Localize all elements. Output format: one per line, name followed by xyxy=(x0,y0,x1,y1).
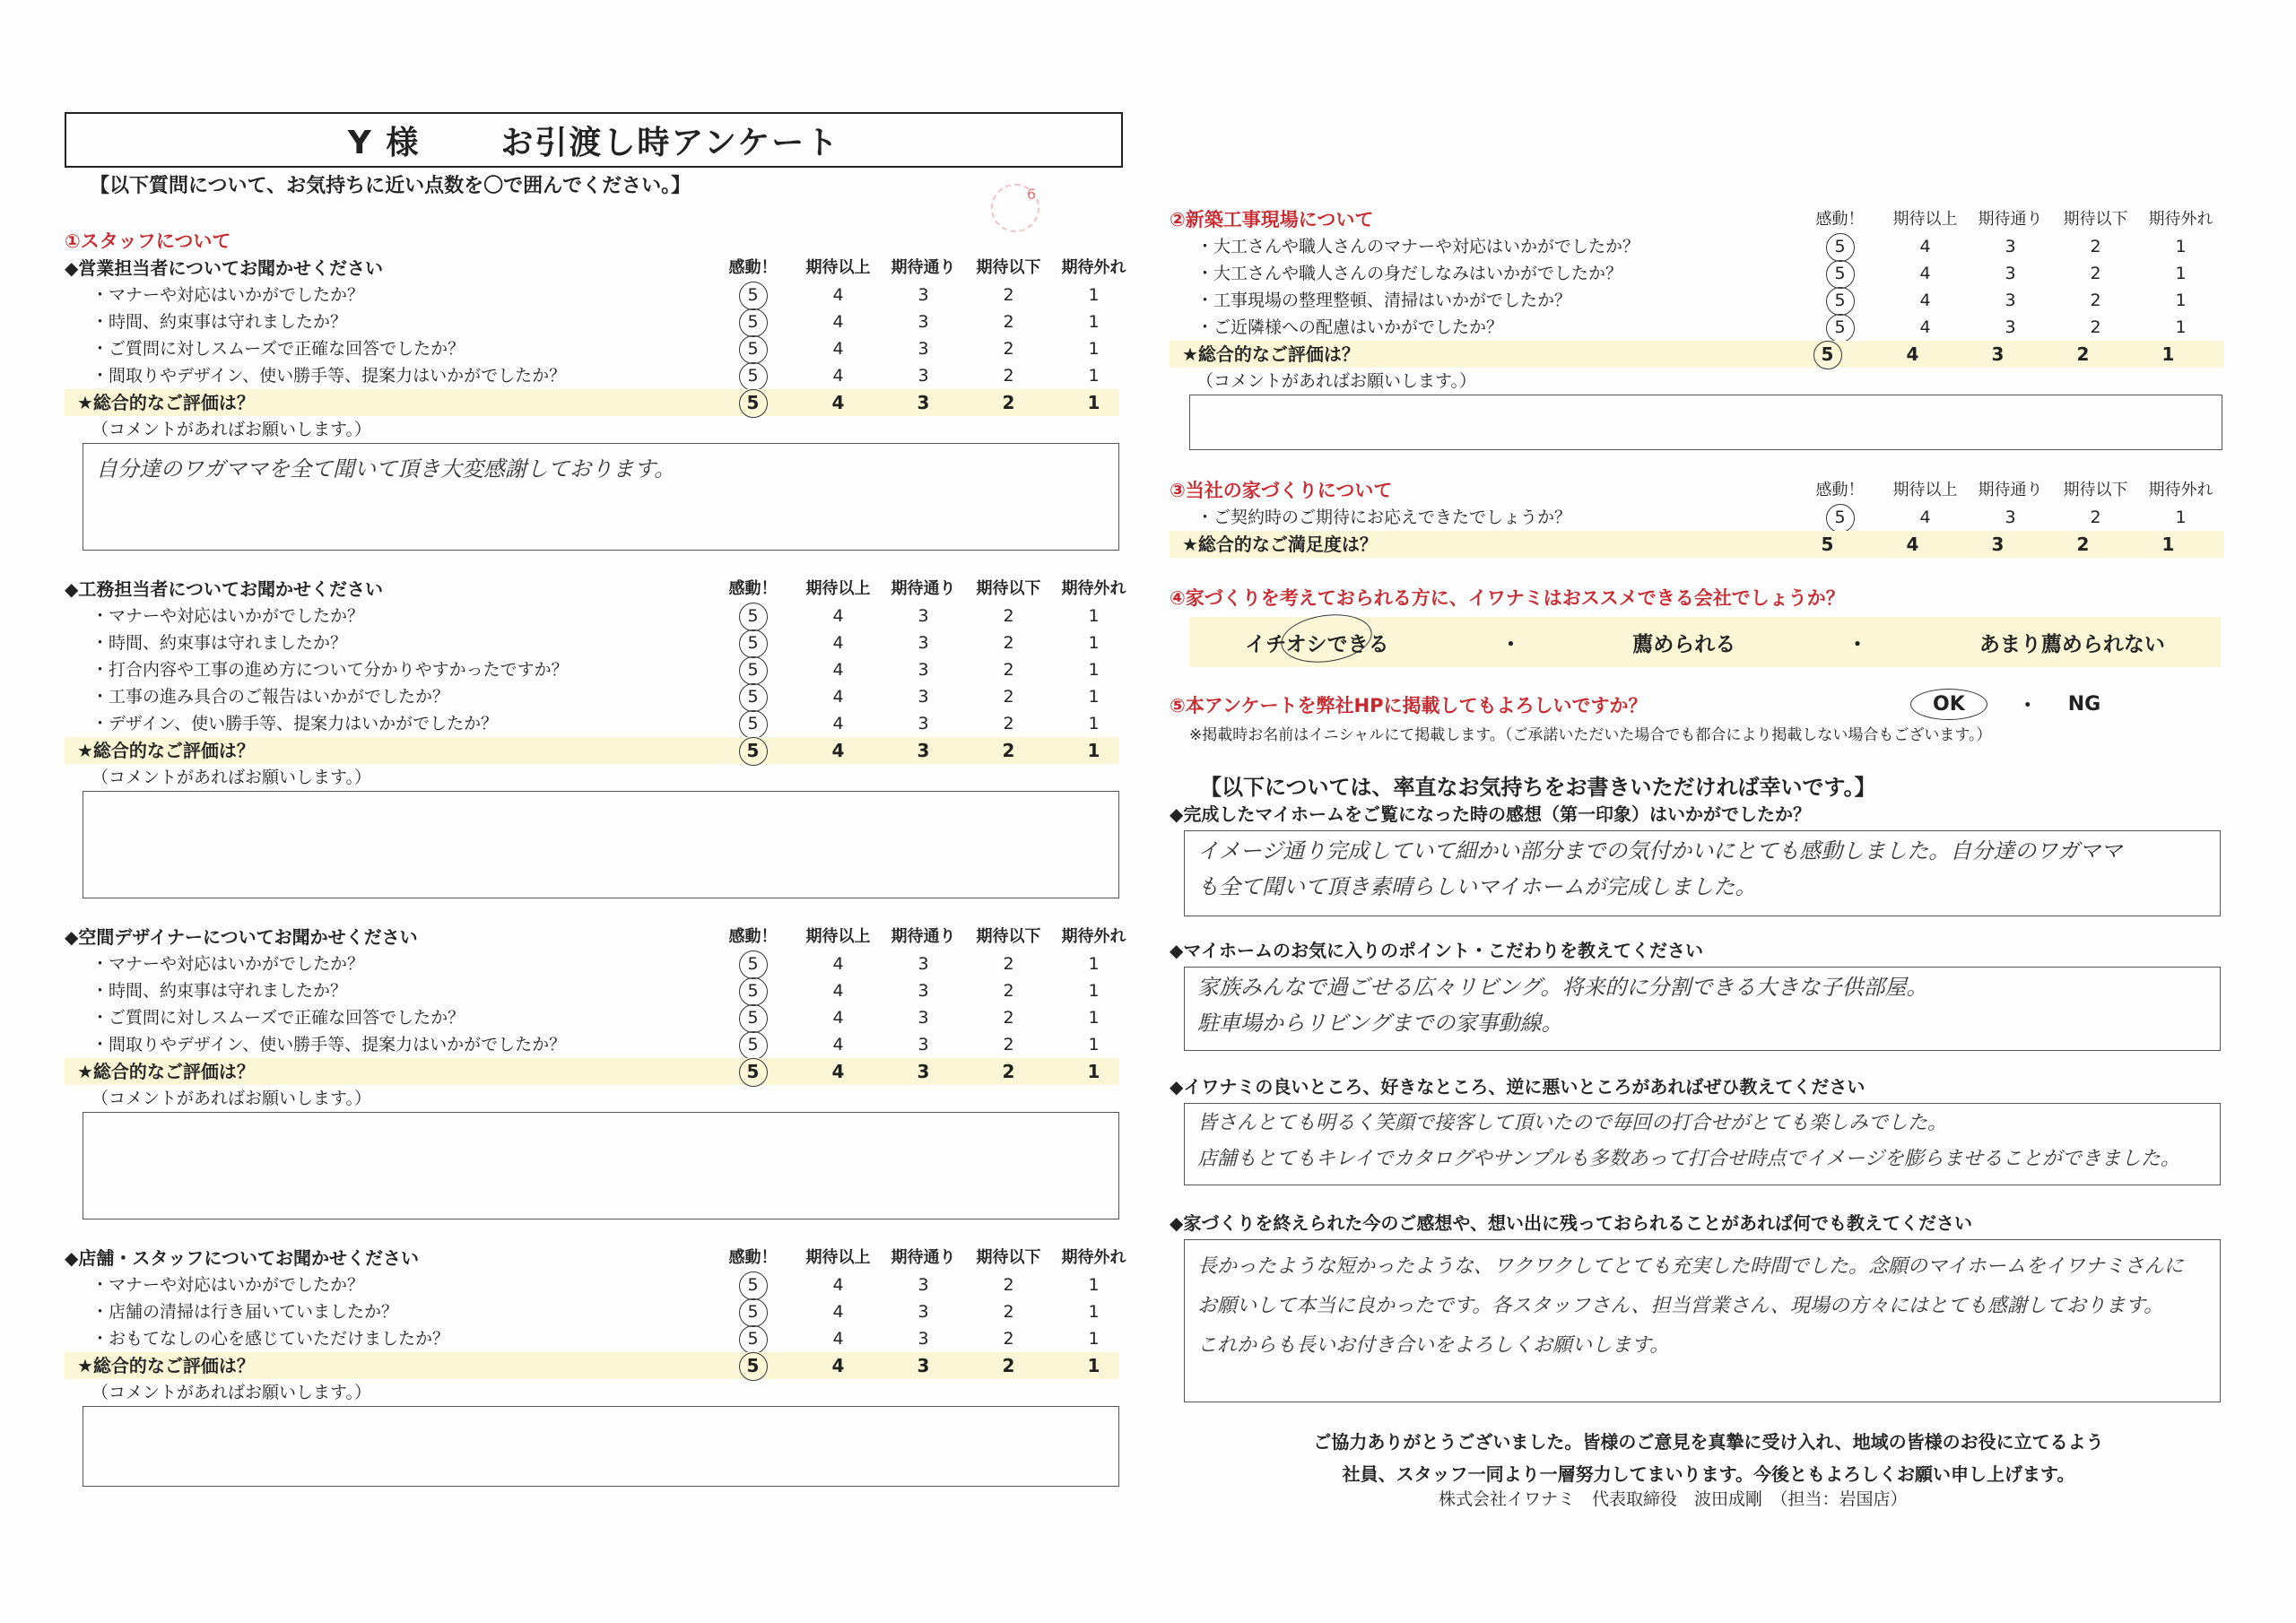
rating-4[interactable]: 4 xyxy=(832,660,844,680)
question-row xyxy=(1170,314,2224,341)
rating-5-circled[interactable]: 5 xyxy=(710,629,796,656)
question-text: ・ご質問に対しスムーズで正確な回答でしたか？ xyxy=(91,1008,465,1028)
rating-3[interactable]: 3 xyxy=(1991,343,2005,365)
site-comment-box[interactable] xyxy=(1189,395,2222,450)
rating-4[interactable]: 4 xyxy=(1906,343,1919,365)
rating-1[interactable]: 1 xyxy=(2175,237,2187,256)
rating-4[interactable]: 4 xyxy=(1919,237,1931,256)
publish-note: ※掲載時お名前はイニシャルにて掲載します。（ご承諾いただいた場合でも都合により掲載しない場合もございます。） xyxy=(1189,726,1992,744)
scale-label: 期待以下 xyxy=(976,1248,1041,1267)
answer-line: お願いして本当に良かったです。各スタッフさん、担当営業さん、現場の方々にはとても感謝しております。 xyxy=(1197,1295,2164,1317)
recommend-options xyxy=(1189,617,2221,667)
total-label: ★総合的なご評価は？ xyxy=(77,1355,255,1376)
rating-2[interactable]: 2 xyxy=(1003,981,1014,1001)
free-section-heading: 【以下については、率直なお気持ちをお書きいただければ幸いです。】 xyxy=(1200,775,1876,800)
scale-label: 期待以下 xyxy=(976,258,1041,277)
rating-1[interactable]: 1 xyxy=(1088,312,1100,332)
ng-option[interactable]: NG xyxy=(2067,693,2101,716)
rating-2[interactable]: 2 xyxy=(1003,1302,1014,1322)
total-label: ★総合的なご満足度は？ xyxy=(1182,534,1378,555)
rating-4[interactable]: 4 xyxy=(832,285,844,305)
rating-4[interactable]: 4 xyxy=(832,687,844,707)
question-text: ・マナーや対応はいかがでしたか？ xyxy=(91,285,365,305)
rating-4[interactable]: 4 xyxy=(1919,291,1931,310)
construction-heading-row xyxy=(65,576,1126,603)
rating-5-circled[interactable]: 5 xyxy=(710,710,796,737)
question-text: ・時間、約束事は守れましたか？ xyxy=(91,312,348,332)
rating-5-circled[interactable]: 5 xyxy=(710,335,796,362)
first-impression-answer[interactable] xyxy=(1184,830,2221,916)
question-row xyxy=(65,656,1119,683)
rating-3[interactable]: 3 xyxy=(917,392,930,413)
total-row xyxy=(65,1058,1119,1085)
scale-label: 期待以下 xyxy=(2063,210,2128,229)
rating-3[interactable]: 3 xyxy=(918,1302,929,1322)
rating-3[interactable]: 3 xyxy=(2005,291,2016,310)
scale-label: 期待外れ xyxy=(1061,579,1126,598)
scale-label: 期待通り xyxy=(891,579,956,598)
rating-1[interactable]: 1 xyxy=(2161,534,2175,555)
question-row xyxy=(1170,287,2224,314)
question-text: ・ご契約時のご期待にお応えできたでしょうか？ xyxy=(1196,508,1572,527)
rating-3[interactable]: 3 xyxy=(2005,237,2016,256)
question-text: ・マナーや対応はいかがでしたか？ xyxy=(91,606,365,626)
rating-2[interactable]: 2 xyxy=(2090,237,2101,256)
question-text: ・大工さんや職人さんの身だしなみはいかがでしたか？ xyxy=(1196,264,1623,283)
total-row xyxy=(65,389,1119,416)
option-separator: ・ xyxy=(1847,632,1868,656)
scale-label: 感動！ xyxy=(1815,210,1865,229)
rating-1[interactable]: 1 xyxy=(1087,740,1100,761)
rating-5-circled[interactable]: 5 xyxy=(710,603,796,629)
rating-5-circled[interactable]: 5 xyxy=(1797,287,1883,314)
answer-line: 店舗もとてもキレイでカタログやサンプルも多数あって打合せ時点でイメージを膨らませることができました。 xyxy=(1197,1148,2180,1170)
rating-1[interactable]: 1 xyxy=(1088,660,1100,680)
rating-3[interactable]: 3 xyxy=(918,660,929,680)
rating-1[interactable]: 1 xyxy=(1088,1329,1100,1349)
answer-line: 皆さんとても明るく笑顔で接客して頂いたので毎回の打合せがとても楽しみでした。 xyxy=(1197,1112,1948,1134)
sales-comment-box[interactable]: 自分達のワガママを全て聞いて頂き大変感謝しております。 xyxy=(83,443,1119,551)
question-row xyxy=(65,1298,1119,1325)
store-heading: ◆店舗・スタッフについてお聞かせください xyxy=(65,1247,419,1269)
rating-5-circled[interactable]: 5 xyxy=(710,362,796,389)
closing-line: ご協力ありがとうございました。皆様のご意見を真摯に受け入れ、地域の皆様のお役に立てるよう xyxy=(1313,1431,2104,1453)
question-row xyxy=(65,362,1119,389)
rating-4[interactable]: 4 xyxy=(832,312,844,332)
scale-label: 期待以上 xyxy=(805,927,871,946)
rating-3[interactable]: 3 xyxy=(918,981,929,1001)
option-separator: ・ xyxy=(2017,695,2038,717)
survey-title xyxy=(65,112,1123,168)
section-house-building xyxy=(1170,477,2224,558)
rating-3[interactable]: 3 xyxy=(918,687,929,707)
scale-label: 期待通り xyxy=(1978,210,2043,229)
rating-1[interactable]: 1 xyxy=(2161,343,2175,365)
question-text: ・ご近隣様への配慮はいかがでしたか？ xyxy=(1196,317,1504,337)
question-row xyxy=(65,1271,1119,1298)
rating-5-circled[interactable]: 5 xyxy=(1797,504,1883,531)
scale-label: 期待外れ xyxy=(1061,258,1126,277)
rating-2[interactable]: 2 xyxy=(2090,291,2101,310)
question-text: ・工事の進み具合のご報告はいかがでしたか？ xyxy=(91,687,450,707)
question-text: ・打合内容や工事の進め方について分かりやすかったですか？ xyxy=(91,660,569,680)
section4-title: ④家づくりを考えておられる方に、イワナミはおススメできる会社でしょうか？ xyxy=(1170,587,1845,609)
rating-2[interactable]: 2 xyxy=(1002,1355,1015,1376)
rating-5-circled[interactable]: 5 xyxy=(710,1031,796,1058)
rating-4[interactable]: 4 xyxy=(832,1035,844,1055)
answer-line: 長かったような短かったような、ワクワクしてとても充実した時間でした。念願のマイホームをイワナミさんに xyxy=(1197,1255,2184,1278)
section2-heading-row xyxy=(1170,206,2224,233)
rating-2[interactable]: 2 xyxy=(1003,339,1014,359)
question-row xyxy=(65,603,1119,629)
sales-heading: ◆営業担当者についてお聞かせください xyxy=(65,257,383,279)
rating-1[interactable]: 1 xyxy=(1088,606,1100,626)
question-text: ・工事現場の整理整頓、清掃はいかがでしたか？ xyxy=(1196,291,1572,310)
rating-1[interactable]: 1 xyxy=(1088,1302,1100,1322)
question-row xyxy=(65,1031,1119,1058)
scale-label: 感動！ xyxy=(728,258,778,277)
scale-label: 期待以上 xyxy=(805,1248,871,1267)
question-row xyxy=(65,629,1119,656)
section-construction-site xyxy=(1170,206,2224,450)
section5-title: ⑤本アンケートを弊社HPに掲載してもよろしいですか？ xyxy=(1170,695,1648,716)
scale-label: 期待以上 xyxy=(805,258,871,277)
rating-5-circled[interactable]: 5 xyxy=(710,1058,796,1085)
rating-4[interactable]: 4 xyxy=(1919,317,1931,337)
rating-2[interactable]: 2 xyxy=(1002,1061,1015,1082)
question-text: ・大工さんや職人さんのマナーや対応はいかがでしたか？ xyxy=(1196,237,1640,256)
rating-5-circled[interactable]: 5 xyxy=(710,1298,796,1325)
rating-4[interactable]: 4 xyxy=(832,339,844,359)
closing-line: 社員、スタッフ一同より一層努力してまいります。今後ともよろしくお願い申し上げます。 xyxy=(1342,1463,2075,1485)
scale-label: 期待以下 xyxy=(976,927,1041,946)
scale-label: 期待通り xyxy=(891,1248,956,1267)
question-row xyxy=(65,977,1119,1004)
rating-2[interactable]: 2 xyxy=(1003,606,1014,626)
section-staff xyxy=(65,228,1126,1487)
rating-1[interactable]: 1 xyxy=(2175,264,2187,283)
answer-line: 家族みんなで過ごせる広々リビング。将来的に分割できる大きな子供部屋。 xyxy=(1197,975,1928,1000)
rating-2[interactable]: 2 xyxy=(2090,508,2101,527)
rating-2[interactable]: 2 xyxy=(1003,285,1014,305)
rating-5-circled[interactable]: 5 xyxy=(710,1271,796,1298)
rating-1[interactable]: 1 xyxy=(2175,291,2187,310)
rating-4[interactable]: 4 xyxy=(831,740,845,761)
rating-3[interactable]: 3 xyxy=(918,366,929,386)
rating-2[interactable]: 2 xyxy=(1003,714,1014,733)
rating-1[interactable]: 1 xyxy=(1087,1061,1100,1082)
rating-2[interactable]: 2 xyxy=(1003,366,1014,386)
rating-5-circled[interactable]: 5 xyxy=(1785,341,1870,368)
customer-name: Y 様 xyxy=(347,124,421,161)
impressions-question: ◆家づくりを終えられた今のご感想や、想い出に残っておられることがあれば何でも教えてください xyxy=(1170,1212,1972,1234)
total-label: ★総合的なご評価は？ xyxy=(1182,343,1360,365)
total-row xyxy=(1170,531,2224,558)
rating-4[interactable]: 4 xyxy=(832,981,844,1001)
rating-3[interactable]: 3 xyxy=(918,606,929,626)
question-row xyxy=(65,1004,1119,1031)
store-comment-box[interactable] xyxy=(83,1406,1119,1487)
rating-4[interactable]: 4 xyxy=(832,1329,844,1349)
rating-1[interactable]: 1 xyxy=(1088,339,1100,359)
comment-prompt: （コメントがあればお願いします。） xyxy=(91,1089,371,1108)
question-text: ・間取りやデザイン、使い勝手等、提案力はいかがでしたか？ xyxy=(91,1035,567,1055)
good-bad-question: ◆イワナミの良いところ、好きなところ、逆に悪いところがあればぜひ教えてください xyxy=(1170,1076,1866,1098)
question-row xyxy=(65,950,1119,977)
total-label: ★総合的なご評価は？ xyxy=(77,1061,255,1082)
scale-label: 期待外れ xyxy=(2148,481,2213,499)
rating-5-circled[interactable]: 5 xyxy=(710,282,796,308)
impressions-answer[interactable] xyxy=(1184,1239,2221,1402)
rating-3[interactable]: 3 xyxy=(917,740,930,761)
rating-1[interactable]: 1 xyxy=(1088,633,1100,653)
scale-label: 期待以下 xyxy=(976,579,1041,598)
scale-label: 期待通り xyxy=(891,258,956,277)
rating-2[interactable]: 2 xyxy=(1003,1008,1014,1028)
scale-label: 期待外れ xyxy=(2148,210,2213,229)
favorite-points-question: ◆マイホームのお気に入りのポイント・こだわりを教えてください xyxy=(1170,940,1703,961)
option-recommend[interactable]: 薦められる xyxy=(1632,632,1736,656)
question-text: ・時間、約束事は守れましたか？ xyxy=(91,981,348,1001)
rating-1[interactable]: 1 xyxy=(1088,366,1100,386)
faint-stamp: 6 xyxy=(991,184,1039,232)
designer-heading-row xyxy=(65,924,1126,950)
rating-4[interactable]: 4 xyxy=(832,714,844,733)
option-not-recommend[interactable]: あまり薦められない xyxy=(1979,632,2165,656)
rating-3[interactable]: 3 xyxy=(918,954,929,974)
survey-title-text: お引渡し時アンケート xyxy=(500,124,840,161)
section-title: ②新築工事現場について xyxy=(1170,209,1374,230)
question-row xyxy=(65,282,1119,308)
rating-1[interactable]: 1 xyxy=(1088,285,1100,305)
rating-4[interactable]: 4 xyxy=(1906,534,1919,555)
first-impression-question: ◆完成したマイホームをご覧になった時の感想（第一印象）はいかがでしたか？ xyxy=(1170,803,1811,825)
scale-label: 感動！ xyxy=(728,927,778,946)
rating-2[interactable]: 2 xyxy=(1003,312,1014,332)
total-row xyxy=(1170,341,2224,368)
construction-heading: ◆工務担当者についてお聞かせください xyxy=(65,578,383,600)
rating-5-circled[interactable]: 5 xyxy=(1797,260,1883,287)
rating-5-circled[interactable]: 5 xyxy=(710,950,796,977)
rating-1[interactable]: 1 xyxy=(1088,1008,1100,1028)
question-text: ・マナーや対応はいかがでしたか？ xyxy=(91,954,365,974)
rating-1[interactable]: 1 xyxy=(1088,954,1100,974)
total-label: ★総合的なご評価は？ xyxy=(77,392,255,413)
rating-5-circled[interactable]: 5 xyxy=(710,977,796,1004)
rating-2[interactable]: 2 xyxy=(2076,534,2090,555)
scale-label: 期待外れ xyxy=(1061,927,1126,946)
rating-1[interactable]: 1 xyxy=(1088,981,1100,1001)
designer-comment-box[interactable] xyxy=(83,1112,1119,1219)
scale-label: 期待通り xyxy=(891,927,956,946)
scale-label: 期待以上 xyxy=(805,579,871,598)
rating-4[interactable]: 4 xyxy=(832,1275,844,1295)
rating-3[interactable]: 3 xyxy=(917,1355,930,1376)
question-row xyxy=(1170,233,2224,260)
rating-4[interactable]: 4 xyxy=(832,606,844,626)
rating-2[interactable]: 2 xyxy=(2090,264,2101,283)
signature: 株式会社イワナミ 代表取締役 波田成剛 （担当：岩国店） xyxy=(1439,1489,1908,1509)
question-row xyxy=(1170,504,2224,531)
rating-1[interactable]: 1 xyxy=(1087,392,1100,413)
rating-3[interactable]: 3 xyxy=(918,285,929,305)
comment-prompt: （コメントがあればお願いします。） xyxy=(91,768,371,787)
question-text: ・デザイン、使い勝手等、提案力はいかがでしたか？ xyxy=(91,714,499,733)
scale-label: 期待以上 xyxy=(1892,481,1958,499)
rating-2[interactable]: 2 xyxy=(1003,633,1014,653)
rating-3[interactable]: 3 xyxy=(918,714,929,733)
scale-label: 感動！ xyxy=(728,579,778,598)
question-text: ・ご質問に対しスムーズで正確な回答でしたか？ xyxy=(91,339,465,359)
rating-4[interactable]: 4 xyxy=(831,392,845,413)
rating-4[interactable]: 4 xyxy=(831,1355,845,1376)
scale-label: 期待外れ xyxy=(1061,1248,1126,1267)
rating-3[interactable]: 3 xyxy=(2005,508,2016,527)
rating-1[interactable]: 1 xyxy=(1088,687,1100,707)
total-row xyxy=(65,1352,1119,1379)
comment-prompt: （コメントがあればお願いします。） xyxy=(91,1383,371,1402)
rating-1[interactable]: 1 xyxy=(1088,1275,1100,1295)
rating-1[interactable]: 1 xyxy=(1087,1355,1100,1376)
publish-options xyxy=(1910,689,2100,720)
total-row xyxy=(65,737,1119,764)
good-bad-answer[interactable] xyxy=(1184,1103,2221,1185)
rating-3[interactable]: 3 xyxy=(918,1329,929,1349)
question-row xyxy=(65,710,1119,737)
rating-3[interactable]: 3 xyxy=(2005,264,2016,283)
section-title: ①スタッフについて xyxy=(65,230,231,252)
question-text: ・時間、約束事は守れましたか？ xyxy=(91,633,348,653)
rating-4[interactable]: 4 xyxy=(832,366,844,386)
question-row xyxy=(65,683,1119,710)
rating-3[interactable]: 3 xyxy=(917,1061,930,1082)
rating-5-circled[interactable]: 5 xyxy=(1797,233,1883,260)
answer-line: 駐車場からリビングまでの家事動線。 xyxy=(1197,1011,1563,1036)
rating-2[interactable]: 2 xyxy=(1003,1035,1014,1055)
rating-2[interactable]: 2 xyxy=(2076,343,2090,365)
rating-2[interactable]: 2 xyxy=(1003,1275,1014,1295)
rating-2[interactable]: 2 xyxy=(1003,660,1014,680)
answer-line: イメージ通り完成していて細かい部分までの気付かいにとても感動しました。自分達のワガママ xyxy=(1197,838,2123,864)
section-title: ③当社の家づくりについて xyxy=(1170,480,1393,501)
rating-3[interactable]: 3 xyxy=(918,1008,929,1028)
rating-3[interactable]: 3 xyxy=(1991,534,2005,555)
rating-3[interactable]: 3 xyxy=(918,1275,929,1295)
answer-line: これからも長いお付き合いをよろしくお願いします。 xyxy=(1197,1334,1670,1357)
sales-heading-row xyxy=(65,255,1126,282)
construction-comment-box[interactable] xyxy=(83,791,1119,898)
rating-2[interactable]: 2 xyxy=(1002,392,1015,413)
comment-prompt: （コメントがあればお願いします。） xyxy=(91,420,371,439)
rating-5-circled[interactable]: 5 xyxy=(710,389,796,416)
scale-label: 感動！ xyxy=(728,1248,778,1267)
rating-5-circled[interactable]: 5 xyxy=(710,308,796,335)
rating-5-circled[interactable]: 5 xyxy=(710,656,796,683)
rating-3[interactable]: 3 xyxy=(2005,317,2016,337)
ok-option[interactable]: OK xyxy=(1910,689,1987,720)
question-row xyxy=(65,335,1119,362)
rating-2[interactable]: 2 xyxy=(2090,317,2101,337)
rating-4[interactable]: 4 xyxy=(832,1008,844,1028)
rating-3[interactable]: 3 xyxy=(918,1035,929,1055)
scale-label: 期待通り xyxy=(1978,481,2043,499)
rating-4[interactable]: 4 xyxy=(832,633,844,653)
rating-2[interactable]: 2 xyxy=(1003,1329,1014,1349)
option-highly-recommend[interactable]: イチオシできる xyxy=(1245,628,1389,657)
rating-1[interactable]: 1 xyxy=(2175,508,2187,527)
rating-1[interactable]: 1 xyxy=(1088,714,1100,733)
rating-5-circled[interactable]: 5 xyxy=(710,683,796,710)
scale-label: 感動！ xyxy=(1815,481,1865,499)
rating-5-circled[interactable]: 5 xyxy=(710,1325,796,1352)
rating-3[interactable]: 3 xyxy=(918,339,929,359)
question-text: ・おもてなしの心を感じていただけましたか？ xyxy=(91,1329,450,1349)
question-row xyxy=(65,1325,1119,1352)
question-row xyxy=(1170,260,2224,287)
question-row xyxy=(65,308,1119,335)
rating-5-circled[interactable]: 5 xyxy=(710,1004,796,1031)
rating-4[interactable]: 4 xyxy=(1919,508,1931,527)
rating-5-circled[interactable]: 5 xyxy=(1797,314,1883,341)
rating-4[interactable]: 4 xyxy=(832,954,844,974)
designer-heading: ◆空間デザイナーについてお聞かせください xyxy=(65,926,418,948)
rating-4[interactable]: 4 xyxy=(831,1061,845,1082)
rating-5-circled[interactable]: 5 xyxy=(710,737,796,764)
option-separator: ・ xyxy=(1500,632,1521,656)
rating-5[interactable]: 5 xyxy=(1821,534,1834,555)
question-text: ・マナーや対応はいかがでしたか？ xyxy=(91,1275,365,1295)
rating-2[interactable]: 2 xyxy=(1003,687,1014,707)
rating-4[interactable]: 4 xyxy=(832,1302,844,1322)
section3-heading-row xyxy=(1170,477,2224,504)
rating-4[interactable]: 4 xyxy=(1919,264,1931,283)
rating-2[interactable]: 2 xyxy=(1002,740,1015,761)
total-label: ★総合的なご評価は？ xyxy=(77,740,255,761)
closing-message xyxy=(1193,1426,2224,1490)
rating-1[interactable]: 1 xyxy=(1088,1035,1100,1055)
question-text: ・店舗の清掃は行き届いていましたか？ xyxy=(91,1302,399,1322)
scale-label: 期待以上 xyxy=(1892,210,1958,229)
scale-label: 期待以下 xyxy=(2063,481,2128,499)
comment-prompt: （コメントがあればお願いします。） xyxy=(1196,371,1476,391)
store-heading-row xyxy=(65,1245,1126,1271)
rating-3[interactable]: 3 xyxy=(918,633,929,653)
rating-2[interactable]: 2 xyxy=(1003,954,1014,974)
rating-1[interactable]: 1 xyxy=(2175,317,2187,337)
question-text: ・間取りやデザイン、使い勝手等、提案力はいかがでしたか？ xyxy=(91,366,567,386)
answer-line: も全て聞いて頂き素晴らしいマイホームが完成しました。 xyxy=(1197,874,1757,899)
rating-3[interactable]: 3 xyxy=(918,312,929,332)
instruction: 【以下質問について、お気持ちに近い点数を〇で囲んでください。】 xyxy=(90,175,691,197)
favorite-points-answer[interactable] xyxy=(1184,967,2221,1051)
rating-5-circled[interactable]: 5 xyxy=(710,1352,796,1379)
